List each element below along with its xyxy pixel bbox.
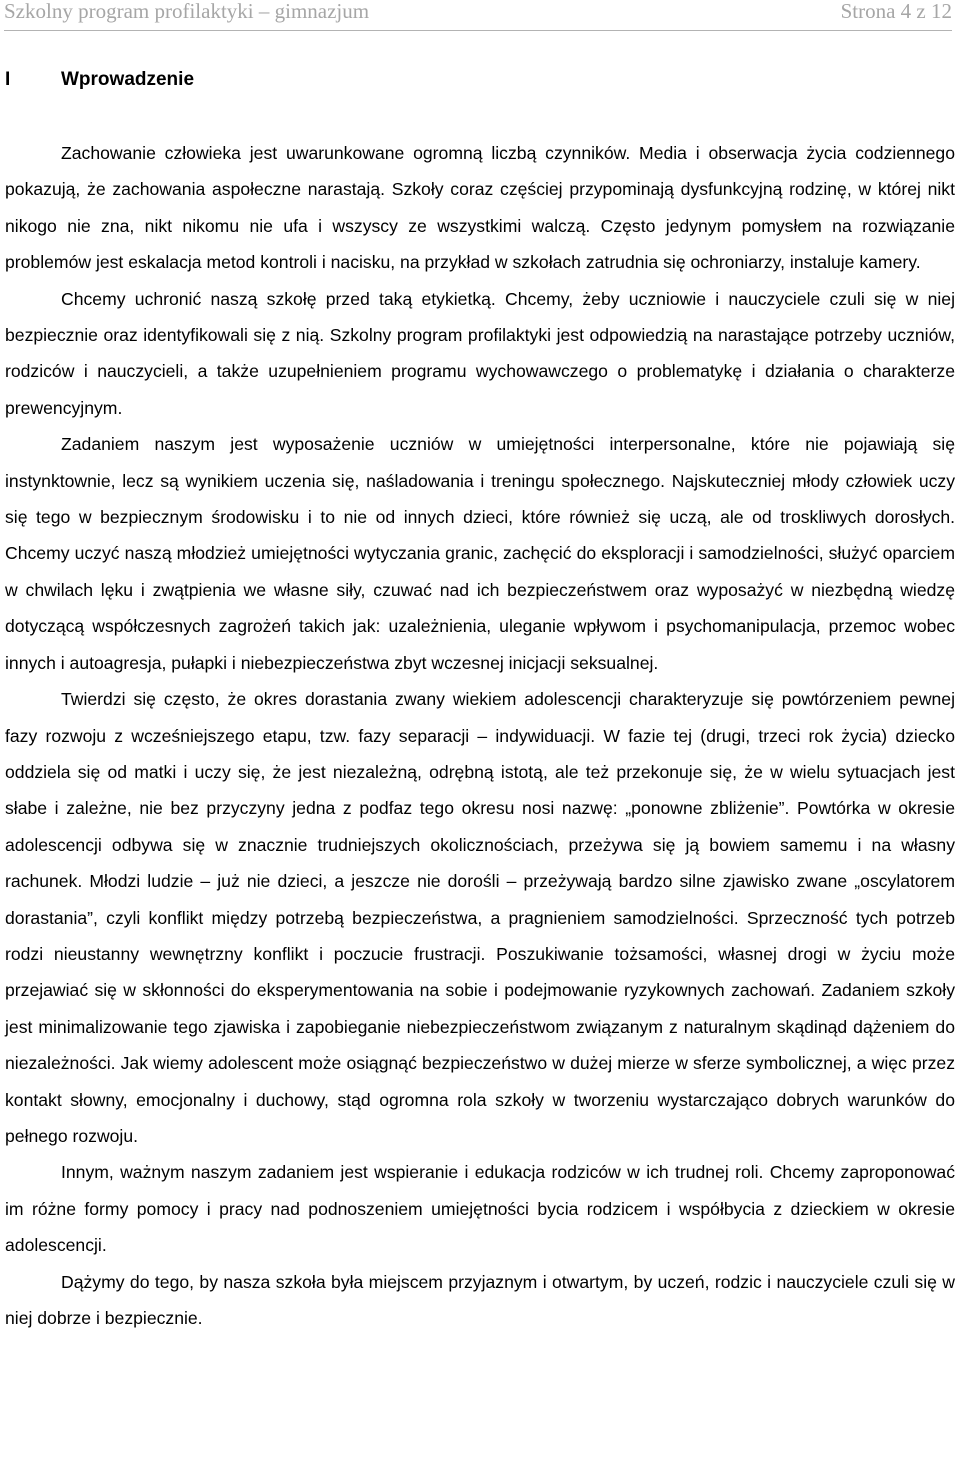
section-title: Wprowadzenie xyxy=(61,69,195,90)
header-title: Szkolny program profilaktyki – gimnazjum xyxy=(4,0,370,23)
paragraph-3: Zadaniem naszym jest wyposażenie uczniów w umiejętności interpersonalne, które nie pojawiają się instynktownie, lecz są wynikiem uczenia się, naśladowania i treningu społecznego. Najskuteczniej młody człowiek uczy się tego w bezpiecznym środowisku i to nie od innych dzieci, które również się uczą, ale od troskliwych dorosłych. Chcemy uczyć naszą młodzież umiejętności wytyczania granic, zachęcić do eksploracji i samodzielności, służyć oparciem w chwilach lęku i zwątpienia we własne siły, czuwać nad ich bezpieczeństwem oraz wyposażyć w niezbędną wiedzę dotyczącą współczesnych zagrożeń takich jak: uzależnienia, uleganie wpływom i psychomanipulacja, przemoc wobec innych i autoagresja, pułapki i niebezpieczeństwa zbyt wczesnej inicjacji seksualnej. xyxy=(5,434,955,673)
section-number: I xyxy=(5,69,11,90)
paragraph-1: Zachowanie człowieka jest uwarunkowane ogromną liczbą czynników. Media i obserwacja życia codziennego pokazują, że zachowania aspołeczne narastają. Szkoły coraz częściej przypominają dysfunkcyjną rodzinę, w której nikt nikogo nie zna, nikt nikomu nie ufa i wszyscy ze wszystkimi walczą. Często jedynym pomysłem na rozwiązanie problemów jest eskalacja metod kontroli i nacisku, na przykład w szkołach zatrudnia się ochroniarzy, instaluje kamery. xyxy=(5,143,955,273)
paragraph-2: Chcemy uchronić naszą szkołę przed taką etykietką. Chcemy, żeby uczniowie i nauczyciele czuli się w niej bezpiecznie oraz identyfikowali się z nią. Szkolny program profilaktyki jest odpowiedzią na narastające potrzeby uczniów, rodziców i nauczycieli, a także uzupełnieniem programu wychowawczego o problematykę i działania o charakterze prewencyjnym. xyxy=(5,288,955,418)
paragraph-5: Innym, ważnym naszym zadaniem jest wspieranie i edukacja rodziców w ich trudnej roli. Chcemy zaproponować im różne formy pomocy i pracy nad podnoszeniem umiejętności bycia rodzicem i współbycia z dzieckiem w okresie adolescencji. xyxy=(5,1162,955,1256)
section-heading xyxy=(5,68,194,92)
page-number: Strona 4 z 12 xyxy=(840,0,952,23)
paragraph-6: Dążymy do tego, by nasza szkoła była miejscem przyjaznym i otwartym, by uczeń, rodzic i nauczyciele czuli się w niej dobrze i bezpiecznie. xyxy=(5,1271,955,1328)
paragraph-4: Twierdzi się często, że okres dorastania zwany wiekiem adolescencji charakteryzuje się powtórzeniem pewnej fazy rozwoju z wcześniejszego etapu, tzw. fazy separacji – indywiduacji. W fazie tej (drugi, trzeci rok życia) dziecko oddziela się od matki i uczy się, że jest niezależną, odrębną istotą, ale też przekonuje się, że w wielu sytuacjach jest słabe i zależne, nie bez przyczyny jedna z podfaz tego okresu nosi nazwę: „ponowne zbliżenie”. Powtórka w okresie adolescencji odbywa się w znacznie trudniejszych okolicznościach, przeżywa się ją bowiem samemu i na własny rachunek. Młodzi ludzie – już nie dzieci, a jeszcze nie dorośli – przeżywają bardzo silne zjawisko zwane „oscylatorem dorastania”, czyli konflikt między potrzebą bezpieczeństwa, a pragnieniem samodzielności. Sprzeczność tych potrzeb rodzi nieustanny wewnętrzny konflikt i poczucie frustracji. Poszukiwanie tożsamości, własnej drogi w życiu może przejawiać się w skłonności do eksperymentowania na sobie i podejmowanie ryzykownych zachowań. Zadaniem szkoły jest minimalizowanie tego zjawiska i zapobieganie niebezpieczeństwom związanym z naturalnym skądinąd dążeniem do niezależności. Jak wiemy adolescent może osiągnąć bezpieczeństwo w dużej mierze w sferze symbolicznej, a więc przez kontakt słowny, emocjonalny i duchowy, stąd ogromna rola szkoły w tworzeniu wystarczająco dobrych warunków do pełnego rozwoju. xyxy=(5,689,955,1146)
body-text xyxy=(5,135,955,1336)
page-header xyxy=(4,0,952,31)
